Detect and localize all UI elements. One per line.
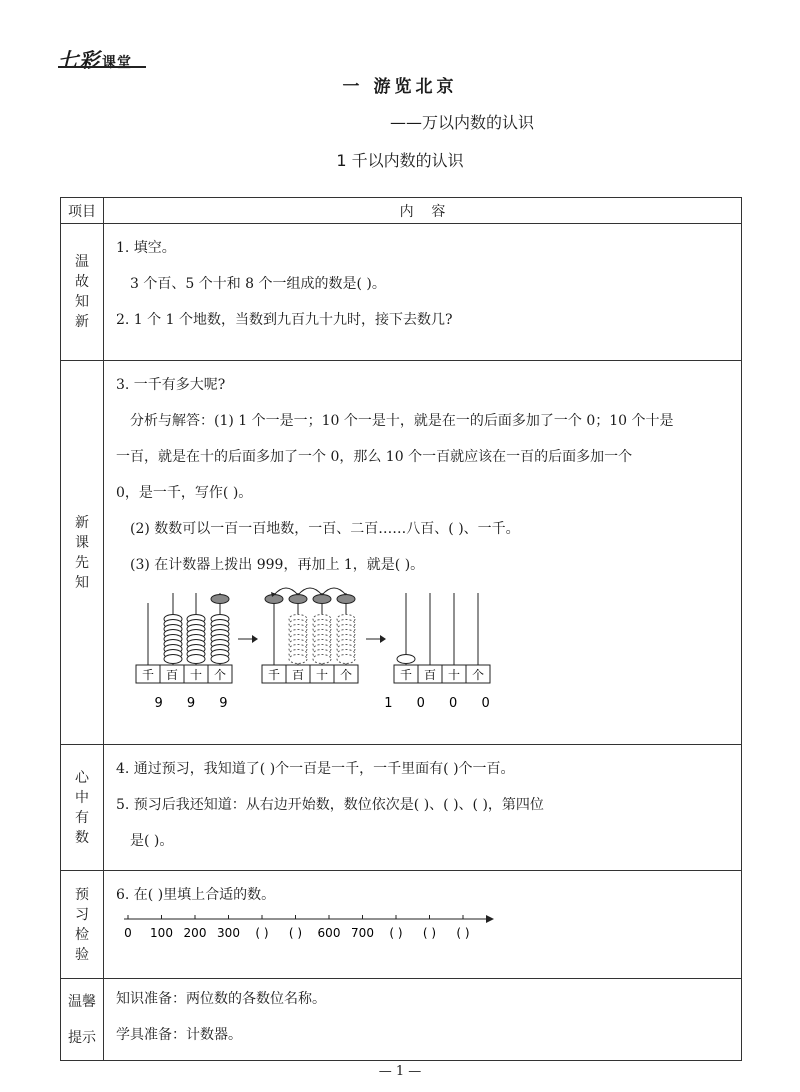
svg-text:百: 百 — [291, 668, 305, 682]
logo-main: 七彩 — [58, 48, 100, 72]
svg-text:千: 千 — [399, 668, 413, 682]
svg-text:百: 百 — [423, 668, 437, 682]
section-new — [104, 361, 742, 745]
unit-subtitle: ——万以内数的认识 — [390, 113, 535, 132]
worksheet-table — [60, 197, 742, 1061]
section-review — [104, 224, 742, 361]
number-line-label: ( ) — [389, 926, 403, 940]
abacus-before — [136, 593, 238, 711]
svg-text:千: 千 — [267, 668, 281, 682]
number-line — [116, 913, 731, 943]
analysis-line-2: 一百，就是在十的后面多加了一个 0，那么 10 个一百就应该在一百的后面多加一个 — [116, 449, 633, 465]
number-line-label: 100 — [150, 926, 173, 940]
place-thousands: 千 — [141, 668, 155, 682]
beads-tens — [187, 615, 205, 664]
value-999: 9 9 9 — [154, 696, 238, 711]
tips-label-1: 温馨 — [68, 993, 96, 1010]
abacus-diagram — [116, 583, 716, 713]
question-4: 4. 通过预习，我知道了( )个一百是一千，一千里面有( )个一百。 — [116, 761, 515, 777]
question-1-text: 3 个百、5 个十和 8 个一组成的数是( )。 — [130, 276, 386, 292]
question-1: 1. 填空。 — [116, 240, 176, 256]
abacus-figure — [116, 583, 731, 713]
arrow-right-icon — [238, 635, 258, 643]
arrow-right-icon — [366, 635, 386, 643]
header-item-cell — [61, 198, 104, 224]
number-line-svg — [116, 913, 516, 943]
page-number: — 1 — — [378, 1064, 422, 1079]
section-label-tips — [61, 979, 104, 1061]
lesson-title: 1 千以内数的认识 — [336, 151, 464, 170]
header-content-cell — [104, 198, 742, 224]
beads-hundreds — [164, 615, 182, 664]
analysis-line-3: 0，是一千，写作( )。 — [116, 485, 253, 501]
section-label-mind: 心中有数 — [61, 745, 104, 871]
added-bead — [211, 595, 229, 604]
svg-text:个: 个 — [339, 668, 353, 682]
number-line-label: ( ) — [422, 926, 437, 940]
logo-small: 课堂 — [102, 55, 132, 71]
section-label-review: 温故知新 — [61, 224, 104, 361]
header-content: 内 容 — [399, 203, 446, 220]
place-hundreds: 百 — [165, 668, 179, 682]
question-3: 3. 一千有多大呢? — [116, 377, 226, 393]
number-line-label: 0 — [124, 926, 132, 940]
brand-logo — [58, 44, 132, 73]
svg-text:十: 十 — [447, 668, 461, 682]
section-mind — [104, 745, 742, 871]
logo-underline — [58, 66, 146, 68]
number-line-label: 200 — [183, 926, 207, 940]
question-5: 5. 预习后我还知道：从右边开始数，数位依次是( )、( )、( )，第四位 — [116, 797, 544, 813]
number-line-label: 600 — [317, 926, 341, 940]
abacus-carry — [262, 588, 358, 683]
abacus-after — [384, 593, 499, 711]
tip-knowledge: 知识准备：两位数的各数位名称。 — [116, 991, 326, 1007]
tips-label-2: 提示 — [68, 1029, 96, 1046]
svg-text:个: 个 — [471, 668, 485, 682]
header-item: 项目 — [68, 203, 96, 220]
analysis-line-5: (3) 在计数器上拨出 999，再加上 1，就是( )。 — [130, 557, 425, 573]
number-line-label: ( ) — [255, 926, 269, 940]
svg-text:十: 十 — [315, 668, 329, 682]
question-2: 2. 1 个 1 个地数，当数到九百九十九时，接下去数几? — [116, 312, 453, 328]
analysis-line-1: 分析与解答：(1) 1 个一是一；10 个一是十，就是在一的后面多加了一个 0；10 个十是 — [130, 413, 674, 429]
number-line-label: 300 — [217, 926, 240, 940]
value-1000: 1 0 0 0 — [384, 696, 500, 711]
place-tens: 十 — [189, 668, 203, 682]
section-label-check: 预习检验 — [61, 871, 104, 979]
number-line-label: ( ) — [288, 926, 303, 940]
section-label-new: 新课先知 — [61, 361, 104, 745]
question-5-cont: 是( )。 — [130, 833, 174, 849]
beads-ones — [211, 615, 229, 664]
analysis-line-4: (2) 数数可以一百一百地数，一百、二百……八百、( )、一千。 — [130, 521, 520, 537]
section-tips — [104, 979, 742, 1061]
place-ones: 个 — [213, 668, 227, 682]
number-line-label: ( ) — [456, 926, 470, 940]
unit-title: 一 游览北京 — [342, 77, 458, 97]
number-line-arrow-icon — [486, 915, 494, 923]
tip-tools: 学具准备：计数器。 — [116, 1027, 242, 1043]
section-check — [104, 871, 742, 979]
question-6: 6. 在( )里填上合适的数。 — [116, 887, 276, 903]
number-line-label: 700 — [351, 926, 374, 940]
